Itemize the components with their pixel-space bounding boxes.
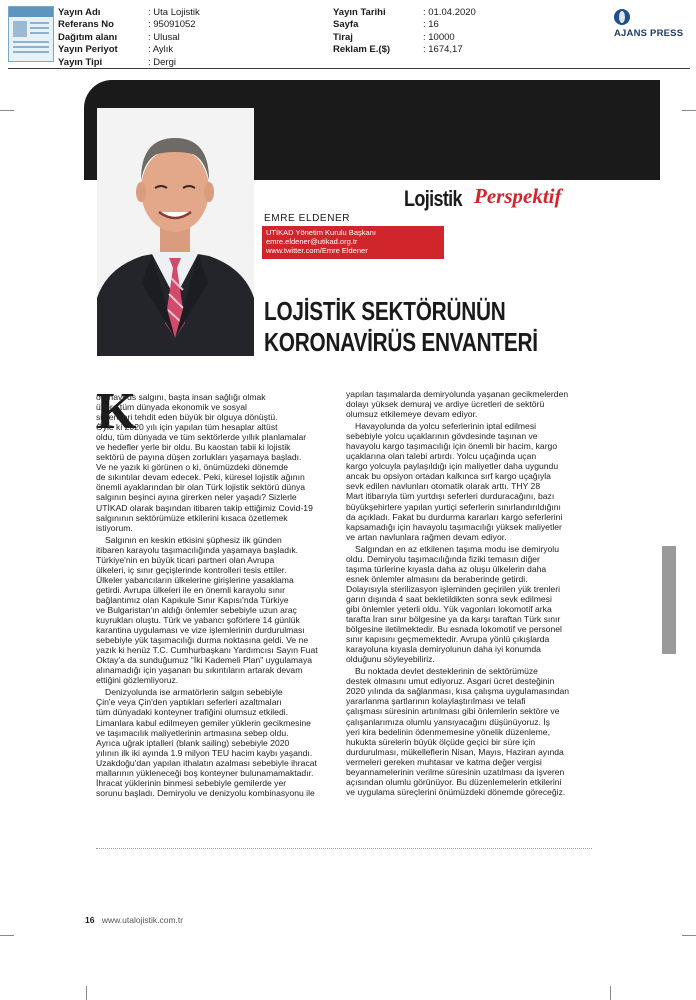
title-line-2: KORONAVİRÜS ENVANTERİ [264,327,538,357]
crop-mark [682,110,696,111]
meta-row: Referans No : 95091052 [58,19,196,31]
footer-url: www.utalojistik.com.tr [101,915,184,925]
ajans-press-logo [612,9,690,41]
meta-row: Dağıtım alanı : Ulusal [58,31,180,43]
paragraph: Bu noktada devlet desteklerinin de sektörümüze destek olmasını umut ediyoruz. Asgari ücret desteğinin 2020 yılında da sağlanması, kısa çalışma uygulamasından yararlanma şartlarının kolaylaştırılması ve telafi çalışması süresinin artırılması gibi önlemlerin sektöre ve çalışanlarımıza olumlu yansıyacağını düşünüyoruz. İş yeri kira bedelinin ödenmemesine yönelik düzenleme, hukukta sürelerin büyük ölçüde geçici bir süre için durdurulması, mükelleflerin Nisan, Mayıs, Haziran ayında vermeleri gereken muhtasar ve katma değer vergisi beyannamelerinin verilme süresinin uzatılması da işveren açısından olumlu görünüyor. Bu düzenlemelerin etkilerini ve uygulama süreçlerini önümüzdeki dönemde göreceğiz. [346,666,570,797]
crop-mark [0,935,14,936]
meta-row: Yayın Tipi : Dergi [58,56,176,68]
globe-icon [614,9,630,25]
paragraph: Havayolunda da yolcu seferlerinin iptal edilmesi sebebiyle yolcu uçaklarının gövdesinde taşınan ve havayolu kargo taşımacılığı için önemli bir hacim, kargo uçaklarına olan talebi artırdı. Yolcu uçağında uçan kargo yolcuyla paylaşıldığı için maliyetler daha uygundu ancak bu opsiyon ortadan kalkınca sırf kargo uçağıyla sevk edilen navlunları otomatik olarak arttı. THY 28 Mart itibarıyla tüm yurtdışı seferleri durduracağını, bazı büyükşehirlere yapılan yurtiçi seferlerin sınırlandırıldığını da açıkladı. Fakat bu durdurma kararları kargo seferlerini kapsamadığı için havayolu taşımacılığı yüksek maliyetler ve artan navlunlara rağmen devam ediyor. [346,421,563,542]
meta-row: Tiraj : 10000 [333,31,455,43]
article-column-left [96,383,336,800]
author-twitter: www.twitter.com/Emre Eldener [266,246,368,255]
author-email: emre.eldener@utikad.org.tr [266,237,358,246]
article-end-rule [96,848,592,849]
page-footer [85,915,183,925]
logo-text: AJANS PRESS [614,28,684,39]
title-line-1: LOJİSTİK SEKTÖRÜNÜN [264,296,506,326]
section-label-lojistik: Lojistik [404,186,462,211]
paragraph: Denizyolunda ise armatörlerin salgın sebebiyle Çin'e veya Çin'den yaptıkları seferleri azaltmaları tüm dünyadaki konteyner trafiğini olumsuz etkiledi. Limanlara kabul edilmeyen gemiler yüklerin gecikmesine ve taşımacılık maliyetlerinin artmasına sebep oldu. Ayrıca uğrak iptalleri (blank sailing) sebebiyle 2020 yılının ilk iki ayında 1.9 milyon TEU hacim kaybı yaşandı. Uzakdoğu'dan yapılan ithalatın azalması sebebiyle ihracat mallarının yükleneceği boş konteyner bulunamamaktadır. İhracat yüklerinin binmesi sebebiyle gemilerde yer sorunu başladı. Demiryolu ve denizyolu kombinasyonu ile [96,687,317,798]
crop-mark [610,986,611,1000]
header-divider [8,68,690,69]
meta-row: Reklam E.($) : 1674,17 [333,44,463,56]
section-label-perspektif: Perspektif [474,184,562,208]
paragraph: Salgının en keskin etkisini şüphesiz ilk günden itibaren karayolu taşımacılığında yaşamaya başladık. Türkiye'nin en büyük ticari partneri olan Avrupa ülkeleri, iç sınır geçişlerinde kontrolleri tesis ettiler. Ülkeler yabancıların ülkelerine girişlerine yasaklama getirdi. Avrupa ülkeleri ile en önemli karayolu sınır bağlantımız olan Kapıkule Sınır Kapısı'nda Türkiye ve Bulgaristan'ın aldığı önlemler sebebiyle uzun araç kuyrukları oluştu. Türk ve yabancı şoförlere 14 günlük karantina uygulaması ve vize işlemlerinin durdurulması sebebiyle yük taşımacılığı durma noktasına geldi. Ve ne yazık ki henüz T.C. Cumhurbaşkanı Yardımcısı Sayın Fuat Oktay'a da sunduğumuz "İki Kademeli Plan" uygulamaya alınamadığı için yaşanan bu sıkıntıların artarak devam ettiğini gözlemliyoruz. [96,534,318,686]
publication-meta-left [58,7,200,69]
publication-meta-right [333,7,476,57]
article-column-right [346,389,592,799]
meta-row: Yayın Periyot : Aylık [58,44,174,56]
author-name: EMRE ELDENER [264,213,351,224]
author-photo [97,108,254,356]
meta-row: Yayın Adı : Uta Lojistik [58,7,200,18]
paragraph: yapılan taşımalarda demiryolunda yaşanan gecikmelerden dolayı yüksek demuraj ve ardiye ücretleri de sektörü olumsuz etkilemeye devam ediyor. [346,389,569,420]
crop-mark [682,935,696,936]
author-role: UTİKAD Yönetim Kurulu Başkanı [266,228,376,237]
meta-row: Yayın Tarihi : 01.04.2020 [333,7,476,18]
clipping-thumbnail [8,6,54,62]
crop-mark [86,986,87,1000]
page-number: 16 [85,915,95,925]
meta-row: Sayfa : 16 [333,19,439,31]
drop-cap: K [96,383,137,440]
paragraph: oronavirüs salgını, başta insan sağlığı olmak üzere tüm dünyada ekonomik ve sosyal sistemleri tehdit eden büyük bir olguya dönüştü. Öyle ki 2020 yılı için yapılan tüm hesaplar altüst oldu, tüm dünyada ve tüm sektörlerde yıllık planlamalar ve hedefler yerle bir oldu. Bu kaostan tabii ki lojistik sektörü de payına düşen zorlukları yaşamaya başladı. Ve ne yazık ki görünen o ki, önümüzdeki dönemde de sıkıntılar devam edecek. Peki, küresel lojistik ağının önemli ayaklarından bir olan Türk lojistik sektörü dünya salgının beşinci ayına girerken neler yaşadı? Sizlerle UTİKAD olarak başından itibaren takip ettiğimiz Covid-19 salgınının sektörümüze etkilerini kısaca özetlemek istiyorum. [96,392,313,533]
crop-mark [0,110,14,111]
edge-tab [662,546,676,654]
author-info-box [262,226,444,259]
article-title [264,296,538,358]
paragraph: Salgından en az etkilenen taşıma modu ise demiryolu oldu. Demiryolu taşımacılığında fiziki temasın diğer taşıma türlerine kıyasla daha az oluşu ülkelerin daha esnek önlemler almasını da beraberinde getirdi. Dolayısıyla sterilizasyon işleminden geçirilen yük trenleri garın dışında 4 saat bekletildikten sonra sevk edilmesi gibi önlemler yeterli oldu. Yük vagonları lokomotif arka tarafta İran sınır bölgesine ya da karşı taraftan Türk sınır bölgesine iletilmektedir. Bu esnada lokomotif ve personel sınır kapısını geçmemektedir. Avrupa yönlü çıkışlarda karayoluna kıyasla demiryolunun daha iyi konumda olduğunu söyleyebiliriz. [346,543,562,665]
